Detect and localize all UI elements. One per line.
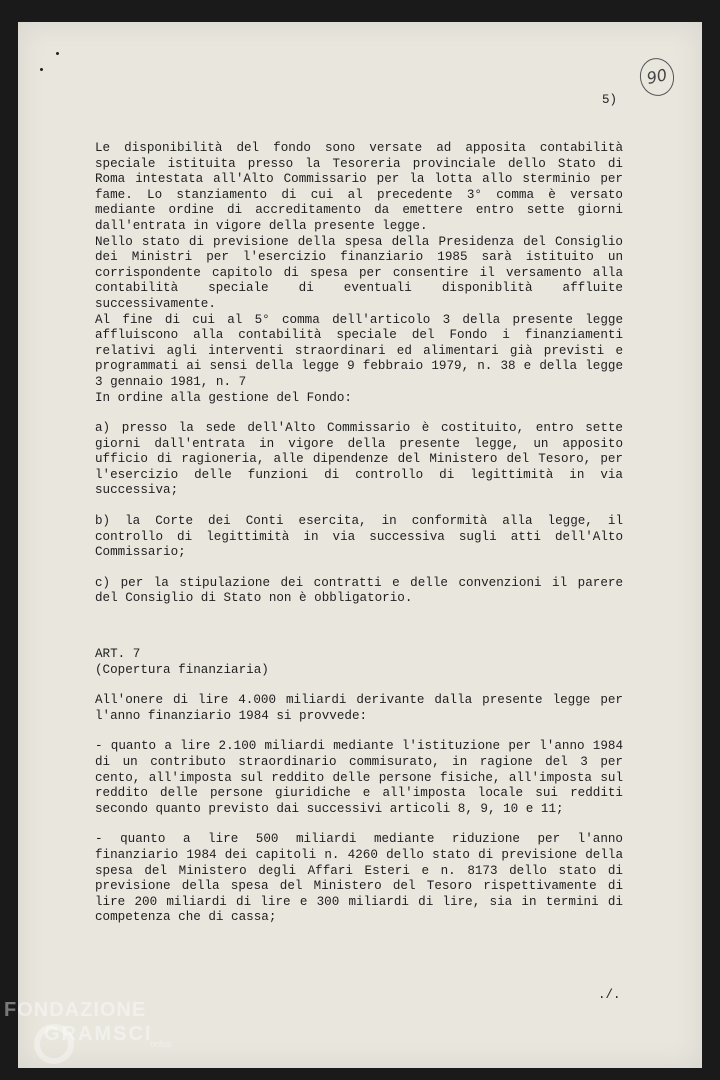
list-item: a) presso la sede dell'Alto Commissario è costituito, entro sette giorni dall'entrata in vigore della presente legge, un apposito ufficio di ragioneria, alle dipendenze del Ministero del Tesoro, per l'esercizio delle funzioni di controllo di legittimità in via successiva; <box>95 421 623 498</box>
article-intro: All'onere di lire 4.000 miliardi derivante dalla presente legge per l'anno finanziario 1984 si provvede: <box>95 693 623 723</box>
speck <box>40 68 43 71</box>
continuation-mark: ./. <box>598 988 621 1002</box>
page-number: 5) <box>602 93 618 107</box>
document-body <box>95 141 623 926</box>
speck <box>56 52 59 55</box>
paragraph: In ordine alla gestione del Fondo: <box>95 390 352 405</box>
paragraph: Le disponibilità del fondo sono versate ad apposita contabilità speciale istituita presso la Tesoreria provinciale dello Stato di Roma intestata all'Alto Commissario per la lotta allo sterminio per fame. Lo stanziamento di cui al precedente 3° comma è versato mediante ordine di accreditamento da emettere entro sette giorni dall'entrata in vigore della presente legge. <box>95 141 623 233</box>
watermark-logo <box>4 1000 172 1049</box>
paragraph: Nello stato di previsione della spesa della Presidenza del Consiglio dei Ministri per l'esercizio finanziario 1985 sarà istituito un corrispondente capitolo di spesa per consentire il versamento alla contabilità speciale di eventuali disponiblità affluite successivamente. <box>95 234 623 311</box>
watermark-g-icon <box>34 1024 74 1064</box>
watermark-line2: GRAMSCI <box>44 1023 153 1045</box>
article-item: - quanto a lire 2.100 miliardi mediante l'istituzione per l'anno 1984 di un contributo straordinario commisurato, in ragione del 3 per cento, all'imposta sul reddito delle persone fisiche, all'imposta sul reddito delle persone giuridiche e all'imposta locale sui redditi secondo quanto previsto dai successivi articoli 8, 9, 10 e 11; <box>95 739 623 816</box>
article-number: ART. 7 <box>95 647 141 662</box>
article-item: - quanto a lire 500 miliardi mediante riduzione per l'anno finanziario 1984 dei capitoli n. 4260 dello stato di previsione della spesa del Ministero degli Affari Esteri e n. 8173 dello stato di previsione della spesa del Ministero del Tesoro rispettivamente di lire 200 miliardi di lire e 300 miliardi di lire, sia in termini di competenza che di cassa; <box>95 832 623 925</box>
archive-stamp: 90 <box>636 55 677 99</box>
list-item: c) per la stipulazione dei contratti e delle convenzioni il parere del Consiglio di Stato non è obbligatorio. <box>95 575 623 606</box>
watermark-line1: FONDAZIONE <box>4 999 147 1021</box>
watermark-line3: onlus <box>150 1039 172 1049</box>
article-title: (Copertura finanziaria) <box>95 662 269 677</box>
paragraph: Al fine di cui al 5° comma dell'articolo 3 della presente legge affluiscono alla contabilità speciale del Fondo i finanziamenti relativi agli interventi straordinari ed alimentari già previsti e programmati ai sensi della legge 9 febbraio 1979, n. 38 e della legge 3 gennaio 1981, n. 7 <box>95 312 623 389</box>
list-item: b) la Corte dei Conti esercita, in conformità alla legge, il controllo di legittimità in via successiva sugli atti dell'Alto Commissario; <box>95 514 623 560</box>
